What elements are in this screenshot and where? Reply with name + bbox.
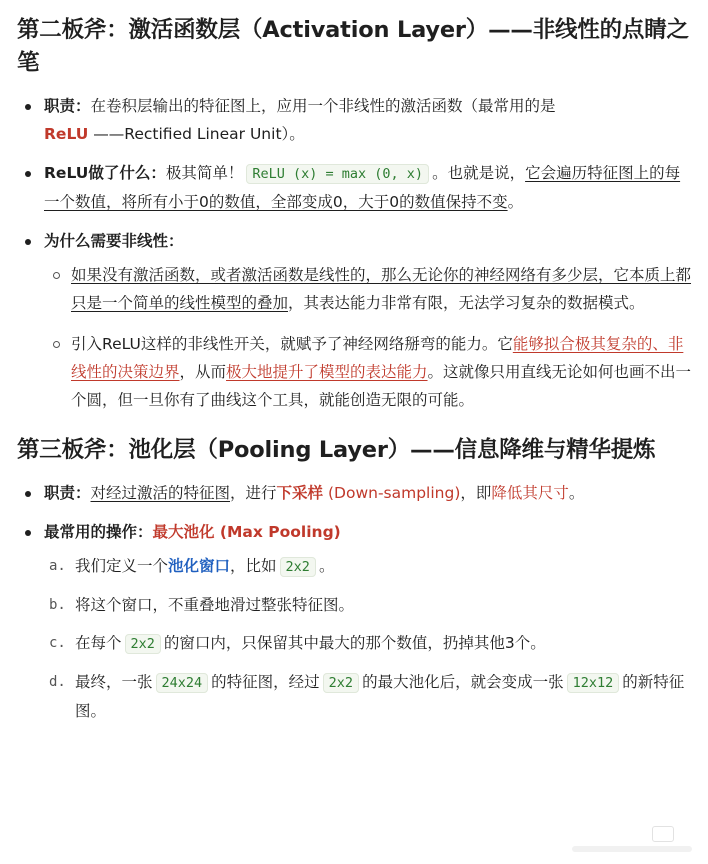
why-point-1-rest: ，其表达能力非常有限，无法学习复杂的数据模式。 xyxy=(288,294,645,312)
pool-window-term: 池化窗口 xyxy=(168,557,231,575)
pool-op-label: 最常用的操作： xyxy=(44,523,153,541)
why-point-2-highlight-2: 极大地提升了模型的表达能力 xyxy=(226,363,428,381)
step-a-mid: ，比如 xyxy=(230,557,277,575)
step-c-post: 的窗口内，只保留其中最大的那个数值，扔掉其他3个。 xyxy=(163,634,546,652)
step-a-pre: 我们定义一个 xyxy=(75,557,169,575)
downsampling-english: (Down-sampling) xyxy=(323,484,461,502)
pool-duty-underlined: 对经过激活的特征图 xyxy=(90,484,231,502)
max-pooling-term: 最大池化 (Max Pooling) xyxy=(152,523,341,541)
step-c-pre: 在每个 xyxy=(75,634,122,652)
why-point-2-post: 。这就像只用直线无论如何也画不出一个圆，但一旦你有了曲线这个工具，就能创造无限的可能。 xyxy=(71,363,692,409)
relu-term: ReLU xyxy=(44,125,89,143)
list-item-pool-duty xyxy=(17,479,694,507)
step-d xyxy=(44,668,694,725)
pool-steps xyxy=(44,552,694,725)
step-b-marker: b. xyxy=(49,597,66,613)
pool-duty-mid: ，进行 xyxy=(230,484,277,502)
step-a xyxy=(44,552,694,581)
watermark-logo-icon xyxy=(652,826,674,842)
step-d-marker: d. xyxy=(49,674,66,690)
downsampling-term: 下采样 xyxy=(276,484,324,502)
step-b-text: 将这个窗口，不重叠地滑过整张特征图。 xyxy=(75,596,355,614)
step-b xyxy=(44,591,694,619)
why-point-2-highlight-1: 能够拟合极其复杂的、非线性的决策边界 xyxy=(71,335,684,381)
section-3-title: 第三板斧：池化层（Pooling Layer）——信息降维与精华提炼 xyxy=(17,437,656,463)
step-d-mid2: 的最大池化后，就会变成一张 xyxy=(362,673,564,691)
step-c-marker: c. xyxy=(49,635,66,651)
why-label: 为什么需要非线性： xyxy=(44,232,184,250)
step-d-code-3: 12x12 xyxy=(567,673,620,693)
relu-pre: 极其简单！ xyxy=(165,164,244,182)
why-sublist xyxy=(44,261,694,414)
step-d-mid: 的特征图，经过 xyxy=(211,673,320,691)
step-c-code: 2x2 xyxy=(125,634,161,654)
step-a-end: 。 xyxy=(318,557,335,575)
relu-formula-code: ReLU (x) = max (0, x) xyxy=(246,164,429,184)
why-point-2-mid: ，从而 xyxy=(179,363,227,381)
relu-end: 。 xyxy=(507,193,524,211)
step-a-marker: a. xyxy=(49,558,66,574)
list-item-pool-op xyxy=(17,518,694,725)
relu-explanation: 它会遍历特征图上的每一个数值，将所有小于0的数值，全部变成0，大于0的数值保持不变 xyxy=(44,164,681,211)
relu-mid: 。也就是说， xyxy=(432,164,526,182)
relu-full-name: ——Rectified Linear Unit）。 xyxy=(88,125,305,143)
duty-text: 在卷积层输出的特征图上，应用一个非线性的激活函数（最常用的是 xyxy=(90,97,556,115)
section-3-list xyxy=(17,479,694,725)
duty-label: 职责： xyxy=(44,97,91,115)
why-point-2 xyxy=(44,330,694,414)
section-2-title: 第二板斧：激活函数层（Activation Layer）——非线性的点睛之笔 xyxy=(17,17,689,76)
step-c xyxy=(44,629,694,658)
step-a-code: 2x2 xyxy=(280,557,316,577)
pool-duty-end: 。 xyxy=(568,484,585,502)
list-item-why-nonlinear xyxy=(17,227,694,414)
section-2-list xyxy=(17,92,694,414)
pool-duty-mid2: ，即 xyxy=(460,484,492,502)
pool-duty-label: 职责： xyxy=(44,484,91,502)
step-d-code-1: 24x24 xyxy=(156,673,209,693)
step-d-code-2: 2x2 xyxy=(323,673,359,693)
why-point-1-underlined: 如果没有激活函数，或者激活函数是线性的，那么无论你的神经网络有多少层，它本质上都只是一个简单的线性模型的叠加 xyxy=(71,266,692,312)
why-point-2-pre: 引入ReLU这样的非线性开关，就赋予了神经网络掰弯的能力。它 xyxy=(71,335,513,353)
step-d-pre: 最终，一张 xyxy=(75,673,153,691)
watermark-bar xyxy=(572,846,692,852)
relu-label: ReLU做了什么： xyxy=(44,164,166,182)
why-point-1 xyxy=(44,261,694,317)
step-d-end: 的新特征图。 xyxy=(75,673,685,720)
list-item-duty xyxy=(17,92,694,148)
reduce-size-term: 降低其尺寸 xyxy=(491,484,569,502)
list-item-relu xyxy=(17,159,694,216)
